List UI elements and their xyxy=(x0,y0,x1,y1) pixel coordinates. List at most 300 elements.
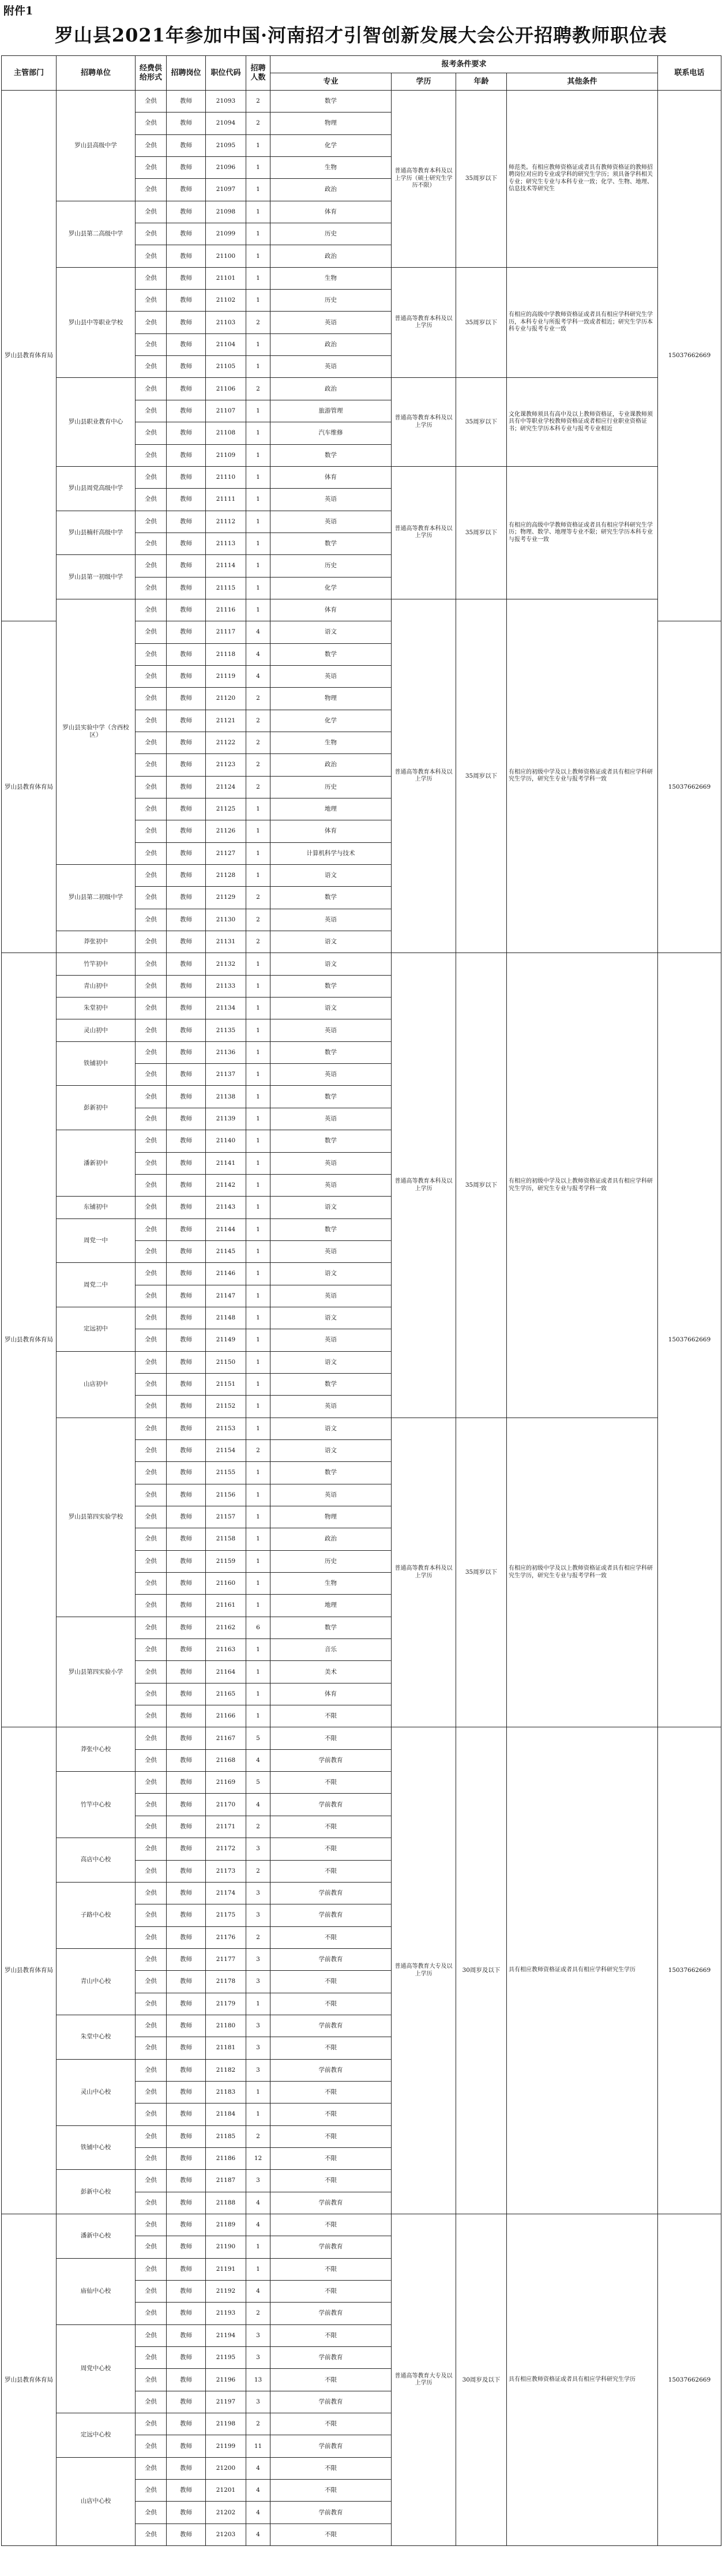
cell-major: 学前教育 xyxy=(270,2015,392,2037)
cell-count: 1 xyxy=(246,422,270,444)
cell-post: 教师 xyxy=(167,1573,206,1595)
cell-count: 1 xyxy=(246,1218,270,1240)
cell-major: 不限 xyxy=(270,2281,392,2303)
cell-count: 3 xyxy=(246,1838,270,1860)
cell-unit: 朱堂中心校 xyxy=(57,2015,136,2059)
cell-post: 教师 xyxy=(167,1749,206,1771)
cell-post: 教师 xyxy=(167,2347,206,2369)
positions-table xyxy=(1,55,721,2546)
cell-major: 学前教育 xyxy=(270,1948,392,1970)
cell-other: 有相应的初级中学及以上教师资格证或者具有相应学科研究生学历，研究生专业与报考学科一致 xyxy=(507,1418,658,1727)
cell-code: 21102 xyxy=(206,290,246,312)
cell-count: 2 xyxy=(246,1439,270,1461)
cell-funding: 全供 xyxy=(136,2391,167,2413)
cell-unit: 山店中心校 xyxy=(57,2457,136,2545)
cell-code: 21137 xyxy=(206,1064,246,1086)
cell-unit: 铁铺初中 xyxy=(57,1041,136,1086)
cell-major: 英语 xyxy=(270,1152,392,1174)
cell-count: 2 xyxy=(246,710,270,732)
cell-unit: 竹竿初中 xyxy=(57,953,136,975)
cell-count: 1 xyxy=(246,333,270,355)
cell-major: 英语 xyxy=(270,1329,392,1351)
cell-post: 教师 xyxy=(167,1396,206,1418)
cell-code: 21155 xyxy=(206,1462,246,1484)
cell-funding: 全供 xyxy=(136,2103,167,2125)
cell-post: 教师 xyxy=(167,1152,206,1174)
cell-funding: 全供 xyxy=(136,1816,167,1838)
cell-major: 学前教育 xyxy=(270,2192,392,2214)
cell-post: 教师 xyxy=(167,1329,206,1351)
cell-count: 2 xyxy=(246,2303,270,2324)
cell-unit: 罗山县第二高级中学 xyxy=(57,201,136,267)
cell-count: 1 xyxy=(246,1130,270,1152)
header-dept: 主管部门 xyxy=(2,56,57,91)
cell-funding: 全供 xyxy=(136,1329,167,1351)
cell-major: 英语 xyxy=(270,1285,392,1307)
cell-post: 教师 xyxy=(167,333,206,355)
cell-count: 2 xyxy=(246,113,270,134)
cell-post: 教师 xyxy=(167,2480,206,2502)
cell-major: 不限 xyxy=(270,2457,392,2479)
cell-major: 不限 xyxy=(270,1816,392,1838)
cell-count: 2 xyxy=(246,909,270,931)
cell-unit: 子路中心校 xyxy=(57,1882,136,1948)
cell-major: 不限 xyxy=(270,2523,392,2545)
cell-code: 21158 xyxy=(206,1528,246,1550)
cell-code: 21123 xyxy=(206,754,246,776)
cell-post: 教师 xyxy=(167,179,206,201)
cell-post: 教师 xyxy=(167,2103,206,2125)
cell-funding: 全供 xyxy=(136,2236,167,2258)
cell-funding: 全供 xyxy=(136,179,167,201)
cell-code: 21165 xyxy=(206,1683,246,1705)
cell-count: 1 xyxy=(246,1285,270,1307)
cell-count: 4 xyxy=(246,2457,270,2479)
cell-code: 21095 xyxy=(206,134,246,156)
cell-funding: 全供 xyxy=(136,754,167,776)
cell-post: 教师 xyxy=(167,710,206,732)
cell-count: 1 xyxy=(246,2258,270,2280)
cell-code: 21156 xyxy=(206,1484,246,1506)
cell-funding: 全供 xyxy=(136,422,167,444)
cell-major: 数学 xyxy=(270,91,392,113)
cell-major: 地理 xyxy=(270,1595,392,1617)
cell-code: 21162 xyxy=(206,1617,246,1638)
cell-age: 35周岁以下 xyxy=(456,1418,507,1727)
cell-edu: 普通高等教育本科及以上学历 xyxy=(392,466,456,599)
page-title: 罗山县2021年参加中国·河南招才引智创新发展大会公开招聘教师职位表 xyxy=(54,24,668,46)
cell-count: 2 xyxy=(246,931,270,953)
cell-post: 教师 xyxy=(167,643,206,665)
table-row xyxy=(2,466,721,488)
cell-code: 21182 xyxy=(206,2059,246,2081)
cell-code: 21193 xyxy=(206,2303,246,2324)
cell-count: 1 xyxy=(246,1108,270,1130)
cell-unit: 定远中心校 xyxy=(57,2413,136,2458)
cell-code: 21192 xyxy=(206,2281,246,2303)
cell-major: 数学 xyxy=(270,1373,392,1395)
cell-code: 21120 xyxy=(206,688,246,710)
cell-code: 21200 xyxy=(206,2457,246,2479)
cell-post: 教师 xyxy=(167,134,206,156)
cell-funding: 全供 xyxy=(136,865,167,887)
cell-post: 教师 xyxy=(167,1683,206,1705)
cell-major: 物理 xyxy=(270,688,392,710)
cell-funding: 全供 xyxy=(136,1506,167,1528)
header-funding: 经费供给形式 xyxy=(136,56,167,91)
cell-count: 1 xyxy=(246,1506,270,1528)
cell-dept: 罗山县教育体育局 xyxy=(2,953,57,1727)
cell-post: 教师 xyxy=(167,1064,206,1086)
cell-edu: 普通高等教育本科及以上学历 xyxy=(392,953,456,1418)
cell-major: 英语 xyxy=(270,1240,392,1262)
cell-funding: 全供 xyxy=(136,1218,167,1240)
cell-funding: 全供 xyxy=(136,290,167,312)
cell-funding: 全供 xyxy=(136,2258,167,2280)
cell-funding: 全供 xyxy=(136,2303,167,2324)
cell-code: 21154 xyxy=(206,1439,246,1461)
cell-unit: 周党一中 xyxy=(57,1218,136,1263)
cell-count: 4 xyxy=(246,665,270,687)
cell-count: 1 xyxy=(246,245,270,267)
cell-code: 21094 xyxy=(206,113,246,134)
cell-phone: 15037662669 xyxy=(658,2214,721,2546)
cell-major: 英语 xyxy=(270,1108,392,1130)
cell-code: 21112 xyxy=(206,511,246,533)
cell-major: 不限 xyxy=(270,2170,392,2192)
cell-code: 21152 xyxy=(206,1396,246,1418)
cell-count: 2 xyxy=(246,732,270,753)
cell-code: 21139 xyxy=(206,1108,246,1130)
cell-funding: 全供 xyxy=(136,909,167,931)
cell-funding: 全供 xyxy=(136,1904,167,1926)
cell-major: 不限 xyxy=(270,2480,392,2502)
cell-count: 1 xyxy=(246,1373,270,1395)
cell-major: 美术 xyxy=(270,1661,392,1683)
cell-phone: 15037662669 xyxy=(658,91,721,621)
cell-funding: 全供 xyxy=(136,444,167,466)
cell-other: 文化课教师须具有高中及以上教师资格证，专业课教师须具有中等职业学校教师资格证或者相应行业职业资格证书；研究生学历本科专业与报考专业相近 xyxy=(507,378,658,466)
cell-funding: 全供 xyxy=(136,489,167,511)
cell-major: 体育 xyxy=(270,466,392,488)
cell-count: 1 xyxy=(246,1263,270,1285)
cell-post: 教师 xyxy=(167,2502,206,2523)
cell-code: 21131 xyxy=(206,931,246,953)
cell-count: 1 xyxy=(246,1639,270,1661)
cell-count: 5 xyxy=(246,1772,270,1794)
cell-code: 21096 xyxy=(206,157,246,179)
cell-code: 21107 xyxy=(206,400,246,422)
cell-funding: 全供 xyxy=(136,134,167,156)
cell-code: 21176 xyxy=(206,1926,246,1948)
cell-dept: 罗山县教育体育局 xyxy=(2,1727,57,2214)
cell-major: 英语 xyxy=(270,665,392,687)
cell-count: 3 xyxy=(246,2324,270,2346)
cell-funding: 全供 xyxy=(136,2523,167,2545)
cell-post: 教师 xyxy=(167,2281,206,2303)
cell-post: 教师 xyxy=(167,1882,206,1904)
cell-post: 教师 xyxy=(167,1860,206,1882)
cell-funding: 全供 xyxy=(136,1439,167,1461)
cell-major: 语文 xyxy=(270,1197,392,1218)
cell-count: 1 xyxy=(246,1019,270,1041)
cell-count: 1 xyxy=(246,577,270,599)
cell-count: 1 xyxy=(246,1086,270,1108)
cell-post: 教师 xyxy=(167,555,206,577)
cell-unit: 周党中心校 xyxy=(57,2324,136,2413)
cell-major: 历史 xyxy=(270,776,392,798)
cell-post: 教师 xyxy=(167,1772,206,1794)
cell-other: 有相应的初级中学及以上教师资格证或者具有相应学科研究生学历，研究生专业与报考学科一致 xyxy=(507,953,658,1418)
cell-funding: 全供 xyxy=(136,1683,167,1705)
table-body xyxy=(2,91,721,2546)
cell-major: 不限 xyxy=(270,1926,392,1948)
cell-edu: 普通高等教育大专及以上学历 xyxy=(392,1727,456,2214)
cell-major: 不限 xyxy=(270,2037,392,2059)
cell-post: 教师 xyxy=(167,1971,206,1993)
cell-count: 3 xyxy=(246,2015,270,2037)
cell-major: 历史 xyxy=(270,1550,392,1572)
cell-major: 历史 xyxy=(270,290,392,312)
cell-funding: 全供 xyxy=(136,1351,167,1373)
cell-funding: 全供 xyxy=(136,2369,167,2391)
cell-major: 不限 xyxy=(270,2103,392,2125)
cell-code: 21187 xyxy=(206,2170,246,2192)
cell-post: 教师 xyxy=(167,1705,206,1727)
cell-post: 教师 xyxy=(167,820,206,842)
cell-funding: 全供 xyxy=(136,688,167,710)
cell-code: 21181 xyxy=(206,2037,246,2059)
cell-funding: 全供 xyxy=(136,1019,167,1041)
cell-code: 21160 xyxy=(206,1573,246,1595)
cell-count: 1 xyxy=(246,511,270,533)
cell-code: 21111 xyxy=(206,489,246,511)
cell-count: 1 xyxy=(246,2236,270,2258)
cell-major: 不限 xyxy=(270,1838,392,1860)
cell-unit: 罗山县第二初级中学 xyxy=(57,865,136,931)
cell-code: 21122 xyxy=(206,732,246,753)
cell-funding: 全供 xyxy=(136,1772,167,1794)
cell-funding: 全供 xyxy=(136,1174,167,1196)
cell-code: 21163 xyxy=(206,1639,246,1661)
cell-code: 21098 xyxy=(206,201,246,223)
cell-age: 35周岁以下 xyxy=(456,466,507,599)
cell-funding: 全供 xyxy=(136,1926,167,1948)
cell-major: 地理 xyxy=(270,798,392,820)
cell-funding: 全供 xyxy=(136,621,167,643)
cell-other: 师范类。有相应教师资格证或者具有教师资格证的教师招聘岗位对应的专业或学科的研究生学历；须具备学科相关专业；研究生专业与本科专业一致；化学、生物、地理、信息技术等研究生 xyxy=(507,91,658,268)
cell-count: 4 xyxy=(246,2523,270,2545)
cell-count: 1 xyxy=(246,1550,270,1572)
cell-funding: 全供 xyxy=(136,2457,167,2479)
cell-count: 4 xyxy=(246,2502,270,2523)
cell-funding: 全供 xyxy=(136,1285,167,1307)
cell-code: 21147 xyxy=(206,1285,246,1307)
cell-major: 学前教育 xyxy=(270,2502,392,2523)
cell-code: 21164 xyxy=(206,1661,246,1683)
cell-post: 教师 xyxy=(167,1418,206,1439)
cell-major: 化学 xyxy=(270,134,392,156)
table-row xyxy=(2,378,721,400)
cell-code: 21183 xyxy=(206,2081,246,2103)
cell-major: 不限 xyxy=(270,2147,392,2169)
cell-count: 1 xyxy=(246,1152,270,1174)
cell-count: 4 xyxy=(246,1749,270,1771)
cell-age: 30周岁及以下 xyxy=(456,1727,507,2214)
cell-funding: 全供 xyxy=(136,1971,167,1993)
cell-post: 教师 xyxy=(167,798,206,820)
cell-funding: 全供 xyxy=(136,2435,167,2457)
cell-code: 21125 xyxy=(206,798,246,820)
cell-funding: 全供 xyxy=(136,599,167,621)
cell-post: 教师 xyxy=(167,2081,206,2103)
cell-funding: 全供 xyxy=(136,2037,167,2059)
cell-major: 旅游管理 xyxy=(270,400,392,422)
cell-code: 21180 xyxy=(206,2015,246,2037)
cell-major: 数学 xyxy=(270,1218,392,1240)
cell-funding: 全供 xyxy=(136,1639,167,1661)
cell-major: 不限 xyxy=(270,2125,392,2147)
cell-major: 物理 xyxy=(270,1506,392,1528)
cell-count: 6 xyxy=(246,1617,270,1638)
cell-funding: 全供 xyxy=(136,113,167,134)
header-code: 职位代码 xyxy=(206,56,246,91)
cell-funding: 全供 xyxy=(136,1948,167,1970)
cell-code: 21184 xyxy=(206,2103,246,2125)
cell-code: 21175 xyxy=(206,1904,246,1926)
cell-funding: 全供 xyxy=(136,1484,167,1506)
cell-count: 1 xyxy=(246,400,270,422)
cell-funding: 全供 xyxy=(136,245,167,267)
cell-major: 英语 xyxy=(270,1396,392,1418)
cell-code: 21118 xyxy=(206,643,246,665)
cell-code: 21194 xyxy=(206,2324,246,2346)
cell-funding: 全供 xyxy=(136,91,167,113)
cell-other: 具有相应教师资格证或者具有相应学科研究生学历 xyxy=(507,1727,658,2214)
cell-post: 教师 xyxy=(167,1993,206,2015)
cell-funding: 全供 xyxy=(136,953,167,975)
cell-count: 1 xyxy=(246,1329,270,1351)
cell-code: 21191 xyxy=(206,2258,246,2280)
cell-post: 教师 xyxy=(167,2192,206,2214)
cell-post: 教师 xyxy=(167,511,206,533)
cell-funding: 全供 xyxy=(136,157,167,179)
cell-funding: 全供 xyxy=(136,1263,167,1285)
cell-major: 物理 xyxy=(270,113,392,134)
cell-post: 教师 xyxy=(167,1240,206,1262)
cell-unit: 罗山县周党高级中学 xyxy=(57,466,136,511)
cell-major: 政治 xyxy=(270,1528,392,1550)
cell-post: 教师 xyxy=(167,1904,206,1926)
cell-code: 21099 xyxy=(206,223,246,245)
cell-funding: 全供 xyxy=(136,312,167,333)
cell-post: 教师 xyxy=(167,245,206,267)
cell-count: 1 xyxy=(246,290,270,312)
cell-post: 教师 xyxy=(167,1948,206,1970)
header-age: 年龄 xyxy=(456,73,507,91)
cell-code: 21196 xyxy=(206,2369,246,2391)
cell-major: 不限 xyxy=(270,1971,392,1993)
cell-post: 教师 xyxy=(167,1595,206,1617)
cell-funding: 全供 xyxy=(136,1860,167,1882)
cell-post: 教师 xyxy=(167,157,206,179)
cell-code: 21134 xyxy=(206,998,246,1019)
cell-code: 21198 xyxy=(206,2413,246,2435)
cell-major: 汽车维修 xyxy=(270,422,392,444)
cell-post: 教师 xyxy=(167,312,206,333)
cell-major: 不限 xyxy=(270,1772,392,1794)
cell-post: 教师 xyxy=(167,599,206,621)
cell-code: 21130 xyxy=(206,909,246,931)
cell-major: 不限 xyxy=(270,2369,392,2391)
cell-post: 教师 xyxy=(167,91,206,113)
cell-major: 政治 xyxy=(270,754,392,776)
cell-count: 1 xyxy=(246,1661,270,1683)
cell-major: 学前教育 xyxy=(270,2347,392,2369)
cell-code: 21115 xyxy=(206,577,246,599)
cell-funding: 全供 xyxy=(136,201,167,223)
cell-edu: 普通高等教育本科及以上学历（硕士研究生学历不限） xyxy=(392,91,456,268)
cell-funding: 全供 xyxy=(136,400,167,422)
cell-post: 教师 xyxy=(167,1086,206,1108)
cell-unit: 彭新中心校 xyxy=(57,2170,136,2214)
cell-post: 教师 xyxy=(167,732,206,753)
cell-count: 1 xyxy=(246,1484,270,1506)
cell-post: 教师 xyxy=(167,1351,206,1373)
cell-post: 教师 xyxy=(167,665,206,687)
cell-code: 21126 xyxy=(206,820,246,842)
cell-count: 1 xyxy=(246,201,270,223)
cell-funding: 全供 xyxy=(136,2502,167,2523)
cell-funding: 全供 xyxy=(136,2192,167,2214)
cell-funding: 全供 xyxy=(136,577,167,599)
cell-major: 政治 xyxy=(270,245,392,267)
cell-count: 2 xyxy=(246,91,270,113)
cell-unit: 周党二中 xyxy=(57,1263,136,1307)
cell-major: 语文 xyxy=(270,953,392,975)
cell-post: 教师 xyxy=(167,1373,206,1395)
cell-funding: 全供 xyxy=(136,2480,167,2502)
cell-code: 21199 xyxy=(206,2435,246,2457)
cell-unit: 罗山县第四实验小学 xyxy=(57,1617,136,1727)
cell-post: 教师 xyxy=(167,2369,206,2391)
cell-code: 21133 xyxy=(206,975,246,997)
cell-major: 数学 xyxy=(270,444,392,466)
cell-post: 教师 xyxy=(167,2214,206,2236)
cell-major: 学前教育 xyxy=(270,1882,392,1904)
cell-post: 教师 xyxy=(167,975,206,997)
cell-edu: 普通高等教育本科及以上学历 xyxy=(392,1418,456,1727)
cell-code: 21121 xyxy=(206,710,246,732)
cell-post: 教师 xyxy=(167,754,206,776)
cell-count: 2 xyxy=(246,2413,270,2435)
cell-funding: 全供 xyxy=(136,555,167,577)
cell-code: 21151 xyxy=(206,1373,246,1395)
cell-post: 教师 xyxy=(167,2324,206,2346)
cell-dept: 罗山县教育体育局 xyxy=(2,91,57,621)
cell-unit: 山店初中 xyxy=(57,1351,136,1418)
cell-code: 21108 xyxy=(206,422,246,444)
cell-code: 21148 xyxy=(206,1307,246,1329)
cell-major: 政治 xyxy=(270,179,392,201)
cell-major: 生物 xyxy=(270,267,392,289)
cell-major: 历史 xyxy=(270,223,392,245)
cell-code: 21149 xyxy=(206,1329,246,1351)
cell-unit: 罗山县第四实验学校 xyxy=(57,1418,136,1617)
cell-funding: 全供 xyxy=(136,223,167,245)
cell-funding: 全供 xyxy=(136,1041,167,1063)
cell-major: 语文 xyxy=(270,1263,392,1285)
